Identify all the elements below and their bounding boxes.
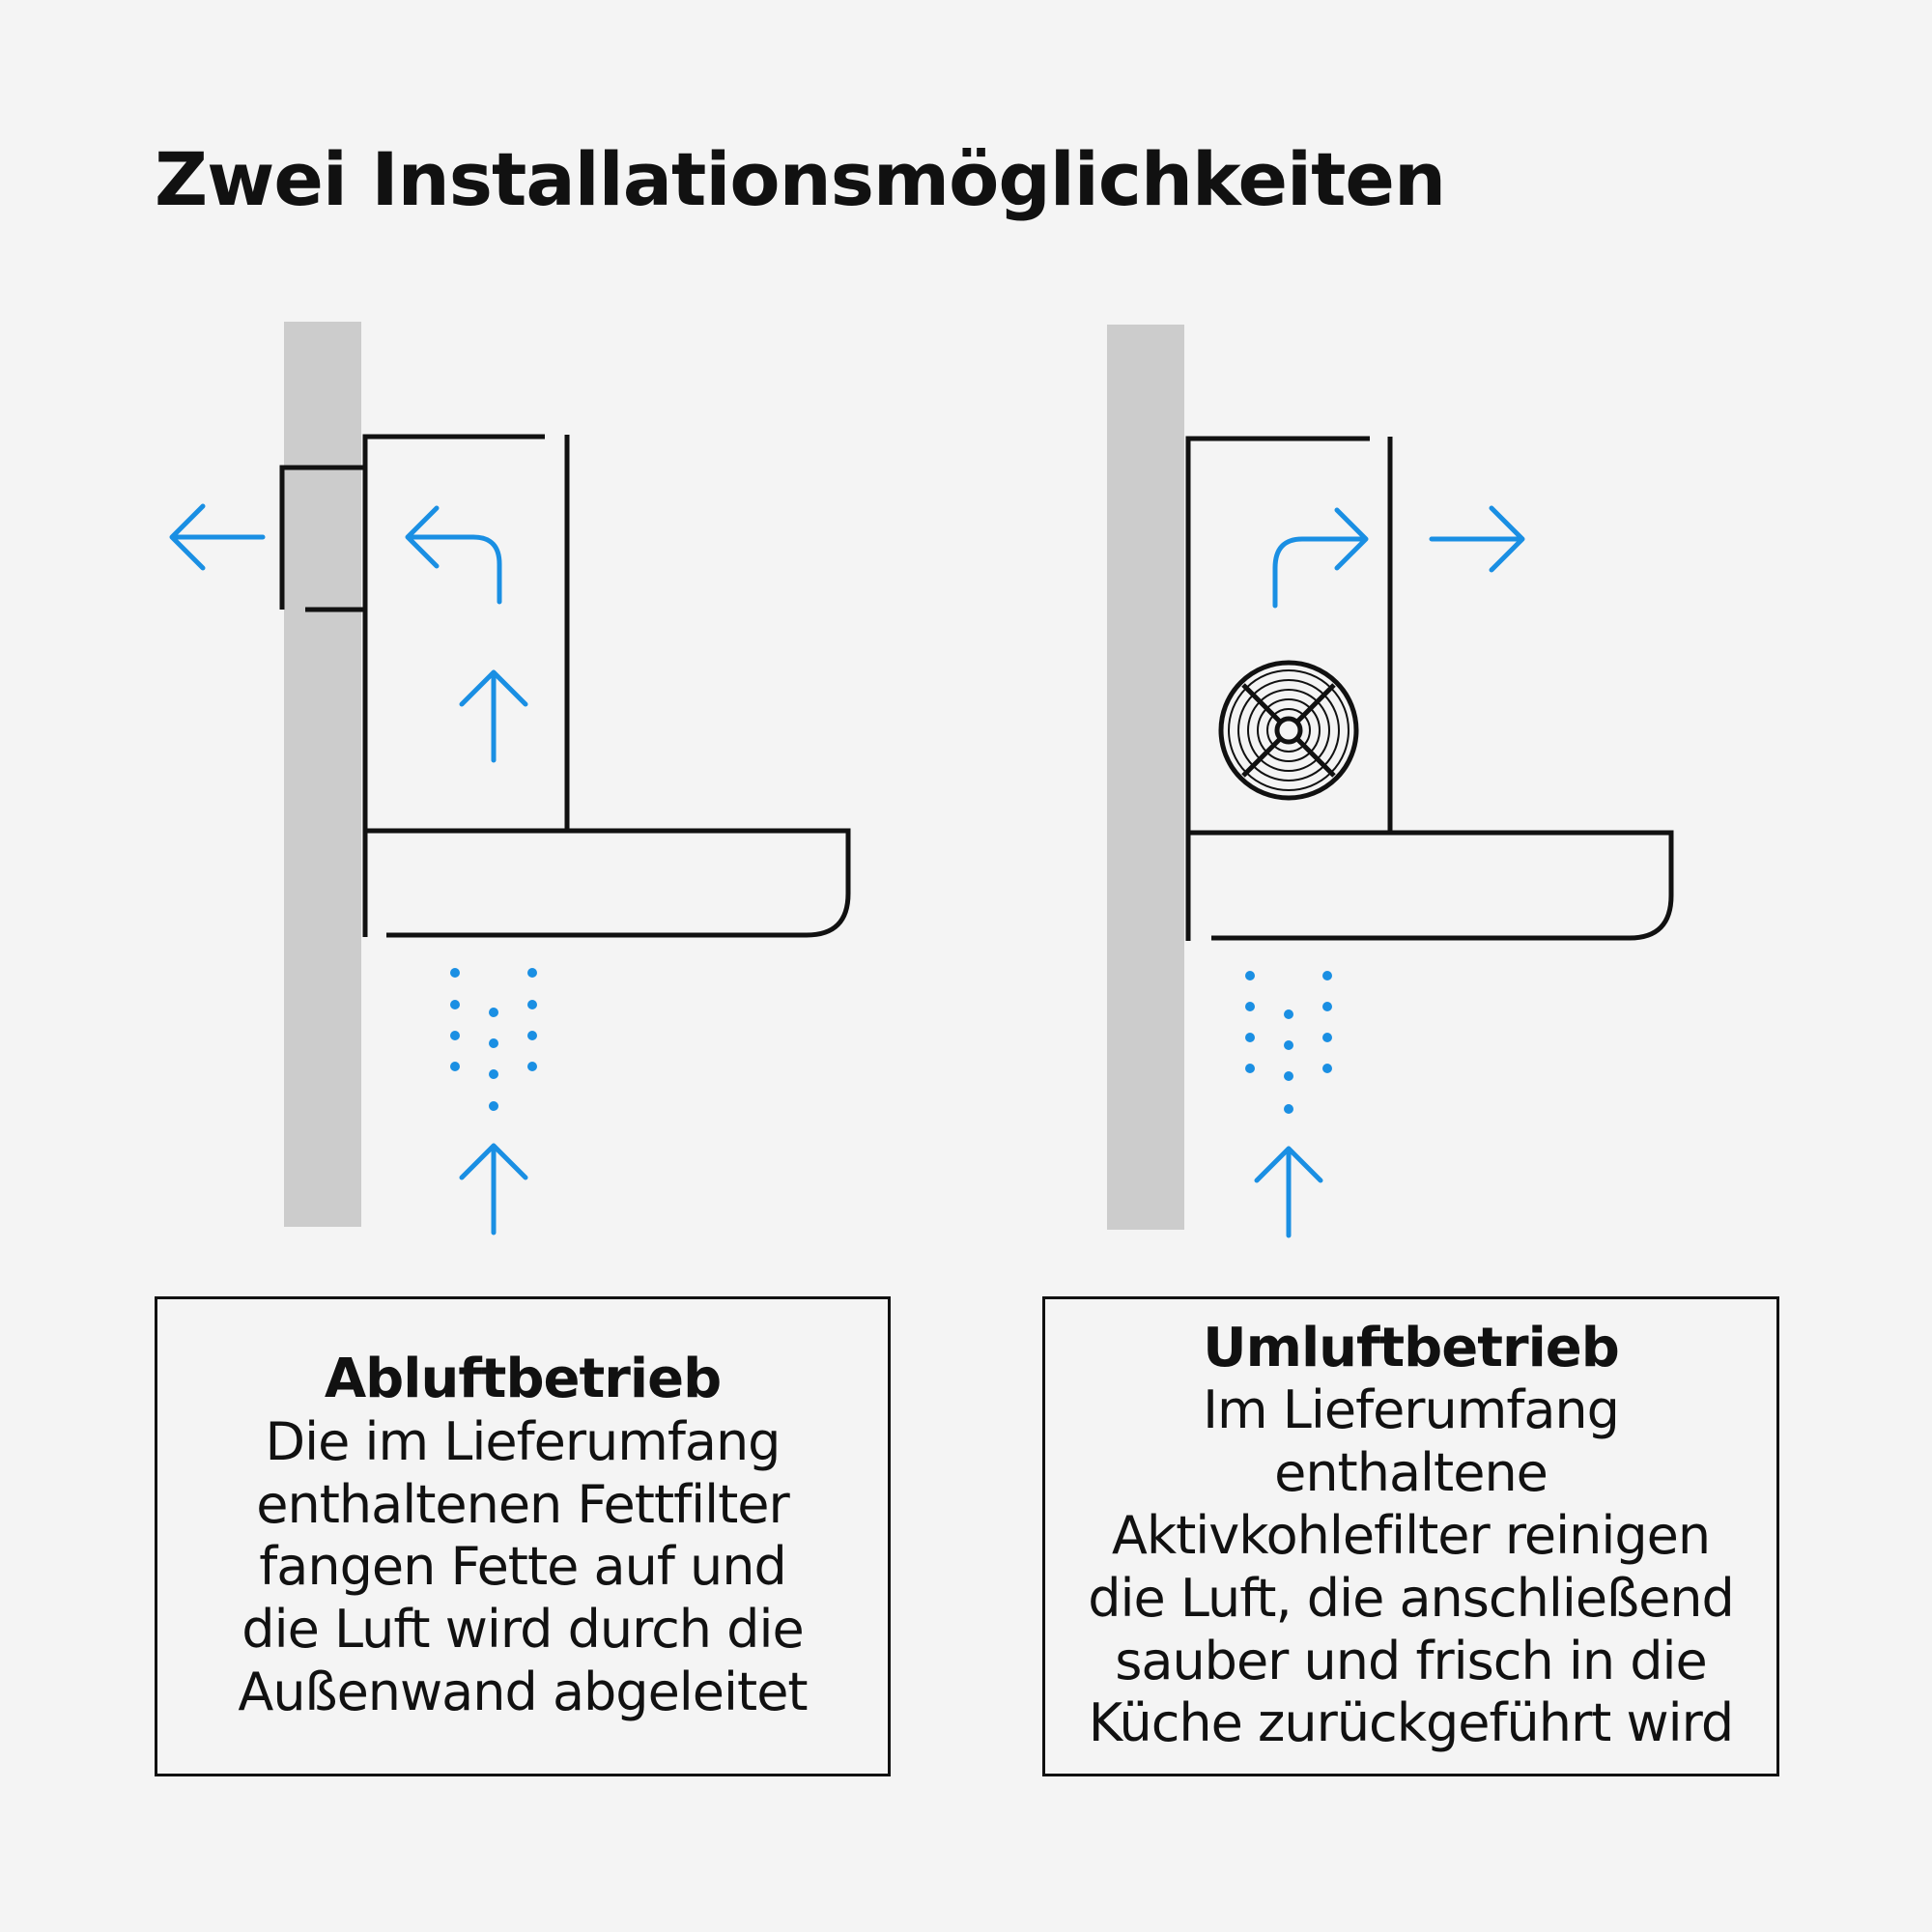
curved-arrow-left-icon xyxy=(408,508,499,602)
fan-filter-icon xyxy=(1221,663,1356,798)
recirculation-diagram xyxy=(1107,325,1671,1236)
exhaust-diagram xyxy=(172,322,848,1233)
recirculation-mode-heading: Umluftbetrieb xyxy=(1203,1316,1619,1379)
exhaust-mode-box xyxy=(155,1296,891,1776)
exhaust-mode-heading: Abluftbetrieb xyxy=(324,1348,722,1411)
arrow-right-icon xyxy=(1432,508,1522,570)
hood-chimney xyxy=(365,435,567,831)
hood-canopy xyxy=(365,831,848,937)
exhaust-mode-description: Die im Lieferumfang enthaltenen Fettfilter fangen Fette auf und die Luft wird durch die Außenwand abgeleitet xyxy=(238,1410,808,1722)
arrow-left-icon xyxy=(172,506,263,568)
hood-canopy xyxy=(1188,833,1671,941)
air-dots xyxy=(1245,971,1332,1114)
arrow-up-icon xyxy=(462,672,526,760)
recirculation-mode-box xyxy=(1042,1296,1779,1776)
wall xyxy=(1107,325,1184,1230)
recirculation-mode-description: Im Lieferumfang enthaltene Aktivkohlefilter reinigen die Luft, die anschließend sauber und frisch in die Küche zurückgeführt wird xyxy=(1088,1379,1734,1754)
air-dots xyxy=(450,968,537,1111)
arrow-up-icon xyxy=(462,1146,526,1233)
curved-arrow-right-icon xyxy=(1275,510,1366,606)
wall xyxy=(284,322,361,1227)
page-title: Zwei Installationsmöglichkeiten xyxy=(155,136,1446,222)
arrow-up-icon xyxy=(1257,1149,1321,1236)
hood-chimney xyxy=(1188,437,1390,833)
